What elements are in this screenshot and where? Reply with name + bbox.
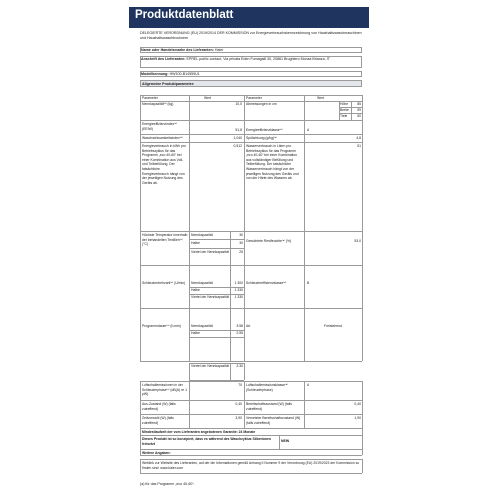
dauer-label: Programmdauer⁽ᵃ⁾ (h:min): [142, 324, 181, 328]
intro-text: DELEGIERTE VERORDNUNG (EU) 2019/2014 DER KOMMISSION zur Energieverbrauchskennzeichnung von Haushaltswaschmaschinen und Haushaltswaschtrocknern: [140, 31, 362, 40]
silver-ion-label: Dieses Produkt ist so konzipiert, dass es während des Waschzyklus Silberionen freisetzt: [142, 437, 271, 446]
spin-val-2: 1 330: [234, 288, 243, 292]
eclass-value: A: [307, 128, 310, 132]
vernetzt-value: 1,90: [354, 416, 361, 420]
product-data-sheet: [129, 0, 369, 500]
noise-label: Luftschallemissionen in der Schleuderphase⁽ᵃ⁾ (dB(A) re 1 pW): [142, 383, 187, 397]
spinclass-value: B: [307, 281, 310, 285]
general-section-heading: Allgemeine Produktparameter:: [140, 80, 362, 87]
model-row: Modellkennung: HW100-B14959U1: [140, 71, 362, 77]
noise-value: 70: [238, 383, 242, 387]
noiseclass-value: A: [307, 383, 310, 387]
dauer-val-3: 2:30: [236, 364, 243, 368]
abmess-breite-value: 59: [357, 108, 361, 112]
zeit-label: Zeitvorwahl (W) (falls zutreffend): [142, 416, 174, 425]
rest-value: 53,0: [354, 239, 361, 243]
further-info-heading: Weitere Angaben:: [142, 450, 171, 455]
supplier-name-row: Name oder Handelsmarke des Lieferanten: Haier: [140, 47, 362, 53]
spin-sub-3: Viertel der Nennkapazität: [191, 295, 229, 299]
spin-val-1: 1 300: [234, 281, 243, 285]
wash-value: 1,040: [233, 136, 242, 140]
dauer-sub-2: Halbe: [191, 331, 200, 335]
temp-val-3: 25: [239, 250, 243, 254]
water-label: Wasserverbrauch in Litern pro Betriebszyklus für das Programm „eco 40-60“ bei einer Kombination aus vollständiger Befüllung und Teilbefüllung. Der tatsächliche Wasserverbrauch hängt von der jeweiligen Nutzung des Geräts und von der Härte des Wassers ab.: [246, 144, 299, 181]
water-value: 51: [357, 144, 361, 148]
dauer-val-1: 3:58: [236, 324, 243, 328]
abmess-tiefe-value: 50: [357, 114, 361, 118]
eclass-label: Energieeffizienzklasse⁽ᵃ⁾: [246, 128, 283, 132]
aus-label: Aus-Zustand (W) (falls zutreffend): [142, 402, 176, 411]
abmess-tiefe-label: Tiefe: [340, 114, 348, 118]
spuel-value: 4,8: [356, 136, 361, 140]
aus-value: 0,40: [235, 402, 242, 406]
abmess-hoehe-label: Höhe: [340, 102, 349, 106]
nennkap-value: 10,0: [235, 102, 242, 106]
spin-label: Schleuderdrehzahl⁽ᵃ⁾ (U/min): [142, 281, 186, 285]
title-band: [129, 7, 369, 28]
rest-label: Gewichtete Restfeuchte⁽ᵃ⁾ (%): [246, 239, 292, 243]
weblink-text: Weblink zur Website des Lieferanten, auf der die Informationen gemäß Anhang II Nummer 9 der Verordnung (EU) 2019/2023 der Kommission zu finden sind: www.haier.com: [142, 461, 360, 470]
footnote: (a) für das Programm „eco 40-60“.: [140, 482, 195, 486]
abmess-label: Abmessungen in cm: [246, 102, 277, 106]
noiseclass-label: Luftschallemissionsklasse⁽ᵃ⁾ (Schleuderphase): [246, 383, 288, 392]
header-parameter-2: Parameter: [246, 96, 262, 100]
bereit-value: 0,40: [354, 402, 361, 406]
nennkap-label: Nennkapazität⁽ᵃ⁾ (kg): [142, 102, 174, 106]
zeit-value: 3,90: [235, 416, 242, 420]
spinclass-label: Schleudereffizienzklasse⁽ᵃ⁾: [246, 281, 287, 285]
spin-val-3: 1 330: [234, 295, 243, 299]
eei-label: Energieeffizienzindex⁽ᵃ⁾ (EEIW): [142, 122, 178, 131]
art-label: Art: [246, 324, 251, 328]
min-duration: Mindestlaufzeit der vom Lieferanten angebotenen Garantie: 24 Monate: [142, 429, 256, 434]
temp-sub-2: Halbe: [191, 241, 200, 245]
spuel-label: Spülwirkung (g/kg)⁽ᵃ⁾: [246, 136, 278, 140]
temp-label: Höchste Temperatur innerhalb der behandelten Textilien⁽ᵃ⁾ (°C): [142, 233, 188, 247]
spin-sub-2: Halbe: [191, 288, 200, 292]
dauer-sub-3: Viertel der Nennkapazität: [191, 364, 229, 368]
wash-label: Waschwirksamkeitsindex⁽ᵃ⁾: [142, 136, 183, 140]
silver-ion-value: NEIN: [281, 439, 290, 443]
art-value: Freistehend: [324, 324, 342, 328]
energy-value: 0,512: [233, 144, 242, 148]
dauer-sub-1: Nennkapazität: [191, 324, 213, 328]
bereit-label: Bereitschaftszustand (W) (falls zutreffend): [246, 402, 292, 411]
header-wert: Wert: [204, 96, 212, 100]
temp-sub-1: Nennkapazität: [191, 233, 213, 237]
abmess-hoehe-value: 85: [357, 102, 361, 106]
temp-sub-3: Viertel der Nennkapazität: [191, 250, 229, 254]
eei-value: 51,8: [235, 128, 242, 132]
temp-val-2: 30: [239, 241, 243, 245]
page-title: Produktdatenblatt: [135, 9, 234, 21]
header-wert-2: Wert: [317, 96, 325, 100]
spin-sub-1: Nennkapazität: [191, 281, 213, 285]
supplier-address-row: Anschrift des Lieferanten: EPREL public contact, Via privata Eden Fumagalli 30, 20861 Brughiero Monza Brianza, IT: [140, 56, 362, 68]
vernetzt-label: Vernetzter Bereitschaftszustand (W) (falls zutreffend): [246, 416, 301, 425]
energy-label: Energieverbrauch in kWh pro Betriebszyklus für das Programm „eco 40-60“ bei einer Kombination aus Voll- und Teilbefüllung. Der tatsächliche Energieverbrauch hängt von der jeweiligen Nutzung des Geräts ab.: [142, 144, 186, 185]
header-parameter: Parameter: [142, 96, 158, 100]
dauer-val-2: 2:55: [236, 331, 243, 335]
abmess-breite-label: Breite: [340, 108, 349, 112]
temp-val-1: 30: [239, 233, 243, 237]
